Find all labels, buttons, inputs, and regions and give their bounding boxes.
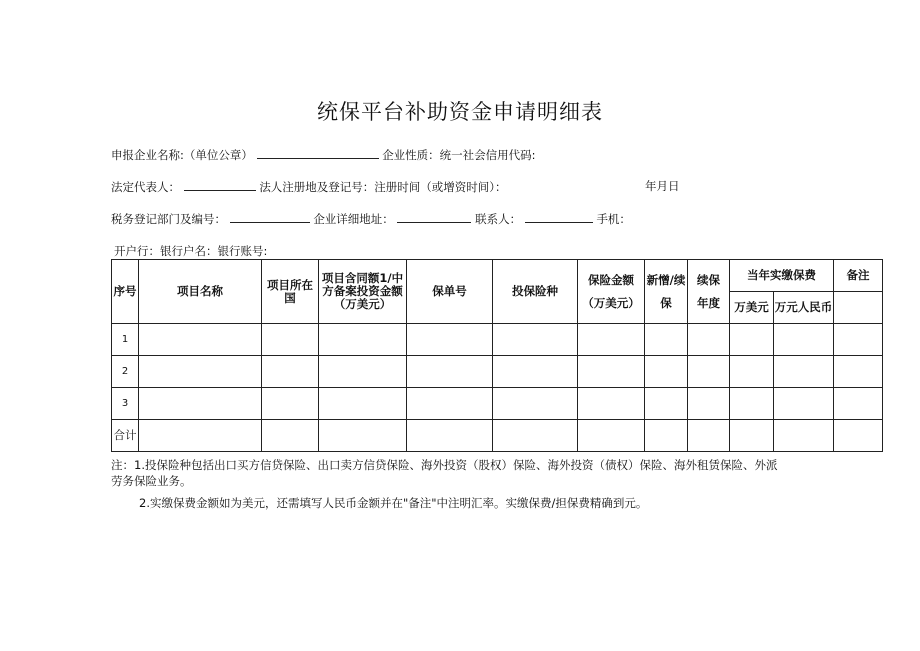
table-cell[interactable] — [407, 420, 493, 452]
table-cell[interactable] — [730, 324, 774, 356]
table-cell[interactable] — [493, 388, 578, 420]
table-cell[interactable] — [774, 324, 834, 356]
table-cell[interactable] — [139, 420, 262, 452]
table-cell[interactable] — [493, 324, 578, 356]
representative-label: 法定代表人： — [111, 180, 180, 194]
mobile-label: 手机： — [596, 212, 631, 226]
table-cell[interactable] — [262, 356, 319, 388]
note-1-line-2: 劳务保险业务。 — [111, 474, 192, 488]
table-cell[interactable] — [578, 388, 645, 420]
date-label: 年月日 — [645, 179, 680, 193]
insured-amount-header — [578, 260, 645, 324]
seq-header: 序号 — [112, 260, 139, 324]
table-cell[interactable] — [730, 420, 774, 452]
address-blank[interactable] — [397, 210, 471, 223]
table-cell[interactable] — [645, 388, 688, 420]
remark-header: 备注 — [834, 260, 883, 292]
remark-subcell — [834, 292, 883, 324]
header-row-1 — [112, 260, 883, 292]
applicant-label: 申报企业名称:（单位公章） — [111, 148, 253, 162]
table-cell[interactable] — [774, 420, 834, 452]
table-cell[interactable] — [834, 420, 883, 452]
row-seq: 3 — [112, 388, 139, 420]
table-row — [112, 324, 883, 356]
table-cell[interactable] — [578, 324, 645, 356]
total-row — [112, 420, 883, 452]
page-title: 统保平台补助资金申请明细表 — [317, 100, 603, 124]
table-cell[interactable] — [493, 356, 578, 388]
table-cell[interactable] — [578, 356, 645, 388]
premium-rmb-header: 万元人民币 — [774, 292, 834, 324]
applicant-blank[interactable] — [257, 146, 379, 159]
renew-year-line2: 年度 — [697, 295, 720, 310]
table-cell[interactable] — [578, 420, 645, 452]
new-renew-line2: 保 — [660, 295, 672, 310]
insured-amount-line1: 保险金额 — [588, 272, 634, 287]
table-cell[interactable] — [319, 356, 407, 388]
address-label: 企业详细地址： — [313, 212, 394, 226]
table-cell[interactable] — [139, 356, 262, 388]
table-cell[interactable] — [730, 388, 774, 420]
policy-header: 保单号 — [407, 260, 493, 324]
bank-label: 开户行：银行户名：银行账号: — [114, 244, 268, 258]
table-cell[interactable] — [774, 388, 834, 420]
row-seq: 2 — [112, 356, 139, 388]
total-label: 合计 — [112, 420, 139, 452]
premium-group-header: 当年实缴保费 — [730, 260, 834, 292]
table-cell[interactable] — [262, 420, 319, 452]
amount-header: 项目含同额1/中方备案投资金额（万美元） — [319, 260, 407, 324]
tax-blank[interactable] — [230, 210, 310, 223]
table-row — [112, 388, 883, 420]
new-renew-header — [645, 260, 688, 324]
table-row — [112, 356, 883, 388]
row-seq: 1 — [112, 324, 139, 356]
name-header: 项目名称 — [139, 260, 262, 324]
renew-year-header — [688, 260, 730, 324]
insured-amount-line2: （万美元） — [582, 295, 640, 310]
table-cell[interactable] — [834, 388, 883, 420]
representative-blank[interactable] — [184, 178, 256, 191]
table-cell[interactable] — [319, 420, 407, 452]
table-cell[interactable] — [688, 356, 730, 388]
new-renew-line1: 新憎/续 — [646, 272, 686, 287]
table-cell[interactable] — [493, 420, 578, 452]
table-cell[interactable] — [262, 388, 319, 420]
table-cell[interactable] — [319, 388, 407, 420]
table-cell[interactable] — [688, 324, 730, 356]
tax-line — [111, 210, 631, 227]
country-header: 项目所在国 — [262, 260, 319, 324]
premium-usd-header: 万美元 — [730, 292, 774, 324]
contact-label: 联系人： — [475, 212, 522, 226]
note-1-line-1: 注：1.投保险种包括出口买方信贷保险、出口卖方信贷保险、海外投资（股权）保险、海外投资（债权）保险、海外租赁保险、外派 — [111, 458, 778, 472]
table-cell[interactable] — [319, 324, 407, 356]
table-cell[interactable] — [645, 420, 688, 452]
table-cell[interactable] — [645, 324, 688, 356]
table-cell[interactable] — [139, 388, 262, 420]
table-cell[interactable] — [407, 356, 493, 388]
table-cell[interactable] — [407, 388, 493, 420]
tax-label: 税务登记部门及编号： — [111, 212, 226, 226]
table-cell[interactable] — [262, 324, 319, 356]
nature-label: 企业性质：统一社会信用代码: — [382, 148, 536, 162]
contact-blank[interactable] — [525, 210, 593, 223]
representative-line — [111, 178, 507, 195]
table-cell[interactable] — [774, 356, 834, 388]
note-2: 2.实缴保费金额如为美元，还需填写人民币金额并在"备注"中注明汇率。实缴保费/担保费精确到元。 — [139, 496, 648, 510]
applicant-line — [111, 146, 536, 163]
table-cell[interactable] — [688, 420, 730, 452]
table-cell[interactable] — [688, 388, 730, 420]
table-cell[interactable] — [139, 324, 262, 356]
detail-table — [111, 259, 883, 452]
table-cell[interactable] — [834, 356, 883, 388]
table-cell[interactable] — [834, 324, 883, 356]
type-header: 投保险种 — [493, 260, 578, 324]
renew-year-line1: 续保 — [697, 272, 720, 287]
table-cell[interactable] — [407, 324, 493, 356]
registration-label: 法人注册地及登记号：注册时间（或增资时间）： — [259, 180, 507, 194]
table-cell[interactable] — [730, 356, 774, 388]
table-cell[interactable] — [645, 356, 688, 388]
